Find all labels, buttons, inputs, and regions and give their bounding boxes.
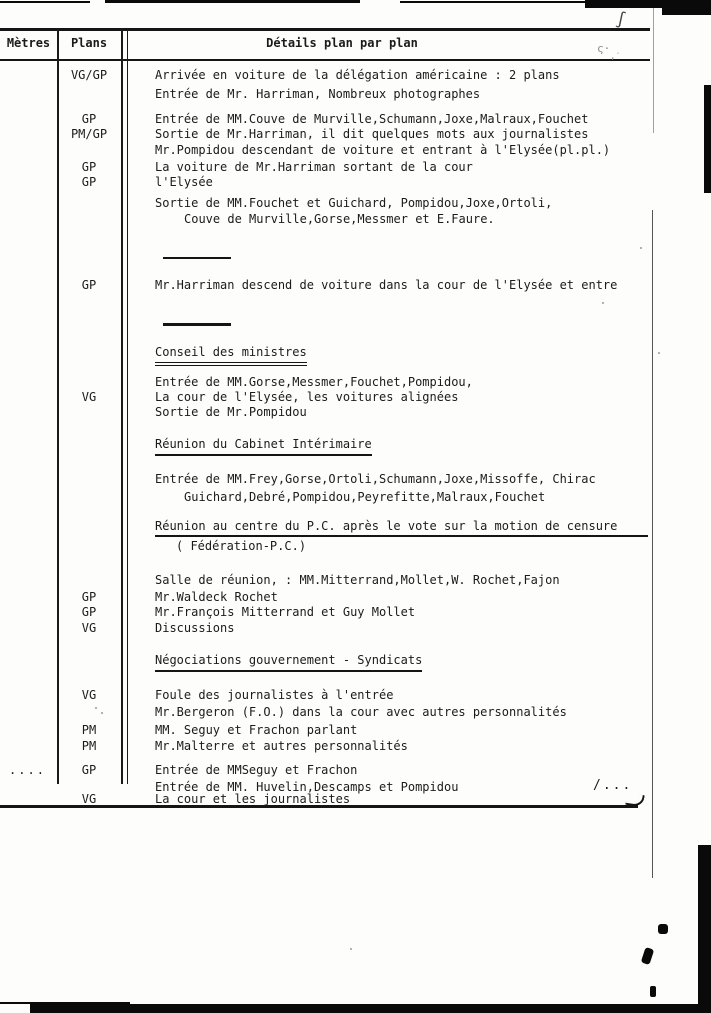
column-header-details: Détails plan par plan bbox=[266, 36, 418, 50]
section-heading-row bbox=[0, 653, 711, 669]
shot-row bbox=[0, 112, 711, 128]
separator-rule bbox=[163, 257, 231, 259]
ink-speck bbox=[101, 712, 103, 714]
pencil-mark: ς· bbox=[597, 42, 611, 55]
scan-artifact-bottom-edge bbox=[0, 1002, 130, 1004]
shot-row bbox=[0, 605, 711, 621]
scan-artifact-top-edge bbox=[400, 1, 590, 3]
page-fold-line bbox=[652, 210, 653, 878]
plans-cell: VG bbox=[81, 688, 97, 702]
scan-artifact-right-edge bbox=[698, 845, 711, 1013]
details-cell: ( Fédération-P.C.) bbox=[176, 539, 307, 553]
ink-speck bbox=[350, 948, 352, 950]
details-cell: Guichard,Debré,Pompidou,Peyrefitte,Malraux,Fouchet bbox=[184, 490, 546, 504]
section-heading-row bbox=[0, 519, 711, 535]
plans-cell: GP bbox=[81, 160, 97, 174]
plans-cell: GP bbox=[81, 278, 97, 292]
plans-cell: GP bbox=[81, 112, 97, 126]
shot-row bbox=[0, 590, 711, 606]
details-cell: Mr.Harriman descend de voiture dans la cour de l'Elysée et entre bbox=[155, 278, 618, 292]
scan-artifact-top-edge bbox=[0, 1, 90, 3]
details-cell: Entrée de Mr. Harriman, Nombreux photographes bbox=[155, 87, 481, 101]
details-cell: Entrée de MM. Huvelin,Descamps et Pompidou bbox=[155, 780, 459, 794]
shot-row bbox=[0, 375, 711, 391]
details-cell: Mr.Bergeron (F.O.) dans la cour avec autres personnalités bbox=[155, 705, 567, 719]
plans-cell: PM/GP bbox=[70, 127, 108, 141]
section-heading-row bbox=[0, 345, 711, 361]
details-cell: Entrée de MM.Couve de Murville,Schumann,Joxe,Malraux,Fouchet bbox=[155, 112, 589, 126]
ink-speck bbox=[95, 707, 97, 709]
details-cell: Discussions bbox=[155, 621, 235, 635]
scan-artifact-blot bbox=[658, 924, 668, 934]
section-heading: Négociations gouvernement - Syndicats bbox=[155, 653, 422, 672]
shot-row bbox=[0, 175, 711, 191]
shot-row bbox=[0, 705, 711, 721]
shot-row bbox=[0, 196, 711, 212]
shot-row bbox=[0, 739, 711, 755]
details-cell: Salle de réunion, : MM.Mitterrand,Mollet,W. Rochet,Fajon bbox=[155, 573, 560, 587]
details-cell: Couve de Murville,Gorse,Messmer et E.Faure. bbox=[184, 212, 495, 226]
plans-cell: GP bbox=[81, 590, 97, 604]
plans-cell: VG bbox=[81, 792, 97, 806]
shot-row bbox=[0, 278, 711, 294]
section-heading: Réunion du Cabinet Intérimaire bbox=[155, 437, 372, 456]
shot-row bbox=[0, 390, 711, 406]
shot-row bbox=[0, 688, 711, 704]
details-cell: Foule des journalistes à l'entrée bbox=[155, 688, 394, 702]
details-cell: Entrée de MMSeguy et Frachon bbox=[155, 763, 358, 777]
scan-artifact-bottom-edge bbox=[30, 1004, 711, 1013]
shot-row bbox=[0, 621, 711, 637]
details-cell: Entrée de MM.Frey,Gorse,Ortoli,Schumann,Joxe,Missoffe, Chirac bbox=[155, 472, 596, 486]
details-cell: l'Elysée bbox=[155, 175, 213, 189]
shot-row bbox=[0, 127, 711, 143]
scan-artifact-top-edge bbox=[105, 0, 360, 3]
header-underline bbox=[0, 59, 650, 61]
shot-row bbox=[0, 763, 711, 779]
pencil-mark: ,′ bbox=[610, 52, 621, 62]
section-heading: Conseil des ministres bbox=[155, 345, 307, 366]
details-cell: Mr.Malterre et autres personnalités bbox=[155, 739, 408, 753]
table-top-border bbox=[0, 28, 650, 31]
details-cell: Sortie de Mr.Harriman, il dit quelques mots aux journalistes bbox=[155, 127, 589, 141]
plans-cell: PM bbox=[81, 723, 97, 737]
shot-row bbox=[0, 87, 711, 103]
shot-row bbox=[0, 792, 711, 808]
shot-row bbox=[0, 212, 711, 228]
details-cell: Mr.Pompidou descendant de voiture et entrant à l'Elysée(pl.pl.) bbox=[155, 143, 611, 157]
plans-cell: GP bbox=[81, 763, 97, 777]
plans-cell: GP bbox=[81, 605, 97, 619]
section-heading-row bbox=[0, 437, 711, 453]
plans-cell: GP bbox=[81, 175, 97, 189]
metres-cell: .... bbox=[9, 763, 46, 777]
details-cell: Mr.Waldeck Rochet bbox=[155, 590, 278, 604]
plans-cell: VG bbox=[81, 390, 97, 404]
details-cell: Sortie de MM.Fouchet et Guichard, Pompidou,Joxe,Ortoli, bbox=[155, 196, 553, 210]
plans-cell: VG bbox=[81, 621, 97, 635]
shot-row bbox=[0, 143, 711, 159]
details-cell: Arrivée en voiture de la délégation américaine : 2 plans bbox=[155, 68, 560, 82]
continuation-mark: /... bbox=[593, 778, 633, 793]
details-cell: La cour de l'Elysée, les voitures alignées bbox=[155, 390, 459, 404]
shot-row bbox=[0, 490, 711, 506]
shot-row bbox=[0, 68, 711, 84]
shot-row bbox=[0, 573, 711, 589]
details-cell: La voiture de Mr.Harriman sortant de la cour bbox=[155, 160, 473, 174]
ink-speck bbox=[658, 352, 660, 354]
shot-row bbox=[0, 723, 711, 739]
details-cell: Mr.François Mitterrand et Guy Mollet bbox=[155, 605, 416, 619]
plans-cell: VG/GP bbox=[70, 68, 108, 82]
details-cell: La cour et les journalistes bbox=[155, 792, 351, 806]
shot-row bbox=[0, 160, 711, 176]
column-header-metres: Mètres bbox=[6, 36, 51, 50]
scan-artifact-top-right-blob bbox=[662, 0, 711, 15]
column-header-plans: Plans bbox=[70, 36, 108, 50]
separator-rule bbox=[163, 323, 231, 326]
page-fold-line-dotted bbox=[653, 8, 654, 133]
shot-row bbox=[0, 405, 711, 421]
details-cell: Sortie de Mr.Pompidou bbox=[155, 405, 307, 419]
details-cell: Entrée de MM.Gorse,Messmer,Fouchet,Pompidou, bbox=[155, 375, 473, 389]
scan-artifact-blot bbox=[650, 986, 656, 997]
ink-speck bbox=[602, 302, 604, 304]
section-heading: Réunion au centre du P.C. après le vote sur la motion de censure bbox=[155, 519, 648, 537]
plans-cell: PM bbox=[81, 739, 97, 753]
scan-artifact-right-edge bbox=[704, 85, 711, 193]
ink-speck bbox=[640, 247, 642, 249]
pencil-mark: ∫ bbox=[614, 9, 628, 30]
details-cell: MM. Seguy et Frachon parlant bbox=[155, 723, 358, 737]
shot-row bbox=[0, 472, 711, 488]
scan-artifact-blot bbox=[641, 947, 655, 965]
shot-row bbox=[0, 539, 711, 555]
